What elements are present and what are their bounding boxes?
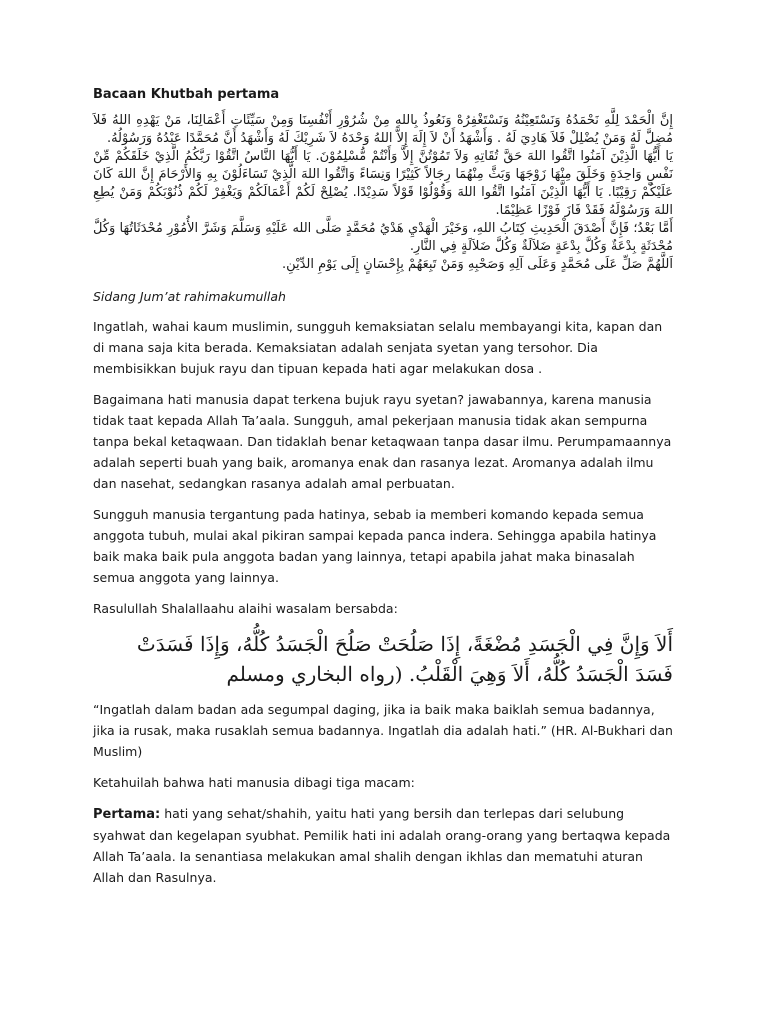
body-paragraph: Bagaimana hati manusia dapat terkena bujuk rayu syetan? jawabannya, karena manusia tidak taat kepada Allah Ta’aala. Sungguh, amal pekerjaan manusia tidak akan sempurna tanpa bekal ketaqwaan. Dan tidaklah benar ketaqwaan tanpa dasar ilmu. Perumpamaannya adalah seperti buah yang baik, aromanya enak dan rasanya lezat. Aromanya adalah ilmu dan nasehat, sedangkan rasanya adalah amal perbuatan. [93, 392, 672, 491]
body-paragraph: Sungguh manusia tergantung pada hatinya, sebab ia memberi komando kepada semua anggota tubuh, mulai akal pikiran sampai kepada panca indera. Sehingga apabila hatinya baik maka baik pula anggota badan yang lainnya, tetapi apabila jahat maka binasalah semua anggota yang lainnya. [93, 507, 657, 585]
first-type-text: hati yang sehat/shahih, yaitu hati yang bersih dan terlepas dari selubung syahwat dan kegelapan syubhat. Pemilik hati ini adalah orang-orang yang bertaqwa kepada Allah Ta’aala. Ia senantiasa melakukan amal shalih dengan ikhlas dan mematuhi aturan Allah dan Rasulnya. [93, 806, 671, 885]
arabic-paragraph: أَمَّا بَعْدُ؛ فَإِنَّ أَصْدَقَ الْحَدِيثِ كِتَابُ اللهِ، وَخَيْرَ الْهَدْيِ هَدْيُ مُحَمَّدٍ صَلَّى الله عَلَيْهِ وَسَلَّمَ وَشَرَّ الأُمُوْرِ مُحْدَثَاتُهَا وَكُلَّ مُحْدَثَةٍ بِدْعَةٌ وَكُلَّ بِدْعَةٍ ضَلاَلَةٌ وَكُلَّ ضَلاَلَةٍ فِي النَّارِ. [93, 221, 673, 254]
first-type-lead: Pertama: [93, 807, 161, 822]
hadith-intro: Rasulullah Shalallaahu alaihi wasalam bersabda: [93, 601, 398, 616]
hadith-translation: “Ingatlah dalam badan ada segumpal daging, jika ia baik maka baiklah semua badannya, jika ia rusak, maka rusaklah semua badannya. Ingatlah dia adalah hati.” (HR. Al-Bukhari dan Muslim) [93, 702, 673, 759]
arabic-paragraph: اَللَّهُمَّ صَلِّ عَلَى مُحَمَّدٍ وَعَلَى آلِهِ وَصَحْبِهِ وَمَنْ تَبِعَهُمْ بِإِحْسَانٍ إِلَى يَوْمِ الدِّيْنِ. [281, 257, 673, 272]
arabic-opening-prayer [93, 112, 673, 274]
document-content [93, 86, 673, 898]
hadith-arabic [93, 629, 673, 689]
arabic-paragraph: يَا أَيُّهَا الَّذِيْنَ آمَنُوا اتَّقُوا اللهَ حَقَّ تُقَاتِهِ وَلاَ تَمُوْتُنَّ إِلاَّ وَأَنْتُمْ مُّسْلِمُوْنَ. يَا أَيُّهَا النَّاسُ اتَّقُوْا رَبَّكُمُ الَّذِيْ خَلَقَكُمْ مِّنْ نَفْسٍ وَاحِدَةٍ وَخَلَقَ مِنْهَا زَوْجَهَا وَبَثَّ مِنْهُمَا رِجَالاً كَثِيْرًا وَنِسَاءً وَاتَّقُوا اللهَ الَّذِيْ تَسَاءَلُوْنَ بِهِ وَالأَرْحَامَ إِنَّ اللهَ كَانَ عَلَيْكُمْ رَقِيْبًا. يَا أَيُّهَا الَّذِيْنَ آمَنُوا اتَّقُوا اللهَ وَقُوْلُوْا قَوْلاً سَدِيْدًا. يُصْلِحْ لَكُمْ أَعْمَالَكُمْ وَيَغْفِرْ لَكُمْ ذُنُوْبَكُمْ وَمَنْ يُطِعِ اللهَ وَرَسُوْلَهُ فَقَدْ فَازَ فَوْزًا عَظِيْمًا. [93, 149, 673, 218]
first-heart-type [93, 803, 673, 888]
hadith-arabic-line: فَسَدَ الْجَسَدُ كُلُّهُ، أَلاَ وَهِيَ الْقَلْبُ. (رواه البخاري ومسلم [226, 662, 673, 686]
section-title: Bacaan Khutbah pertama [93, 87, 280, 102]
body-paragraph: Ingatlah, wahai kaum muslimin, sungguh kemaksiatan selalu membayangi kita, kapan dan di mana saja kita berada. Kemaksiatan adalah senjata syetan yang tersohor. Dia membisikkan bujuk rayu dan tipuan kepada hati agar melakukan dosa . [93, 319, 663, 376]
arabic-paragraph: إِنَّ الْحَمْدَ لِلَّهِ نَحْمَدُهُ وَنَسْتَعِيْنُهُ وَنَسْتَغْفِرُهْ وَنَعُوذُ بِاللهِ مِنْ شُرُوْرِ أَنْفُسِنَا وَمِنْ سَيِّئَاتِ أَعْمَالِنَا، مَنْ يَهْدِهِ اللهُ فَلاَ مُضِلَّ لَهُ وَمَنْ يُضْلِلْ فَلاَ هَادِيَ لَهُ . وَأَشْهَدُ أَنْ لاَ إِلَهَ إِلاَّ اللهُ وَحْدَهُ لاَ شَرِيْكَ لَهُ وَأَشْهَدُ أَنَّ مُحَمَّدًا عَبْدُهُ وَرَسُوْلُهُ. [93, 113, 673, 146]
heart-types-intro: Ketahuilah bahwa hati manusia dibagi tiga macam: [93, 775, 415, 790]
hadith-arabic-line: أَلاَ وَإِنَّ فِي الْجَسَدِ مُضْغَةً، إِذَا صَلُحَتْ صَلُحَ الْجَسَدُ كُلُّهُ، وَإِذَا فَسَدَتْ [136, 632, 673, 656]
greeting-line: Sidang Jum’at rahimakumullah [93, 289, 286, 304]
